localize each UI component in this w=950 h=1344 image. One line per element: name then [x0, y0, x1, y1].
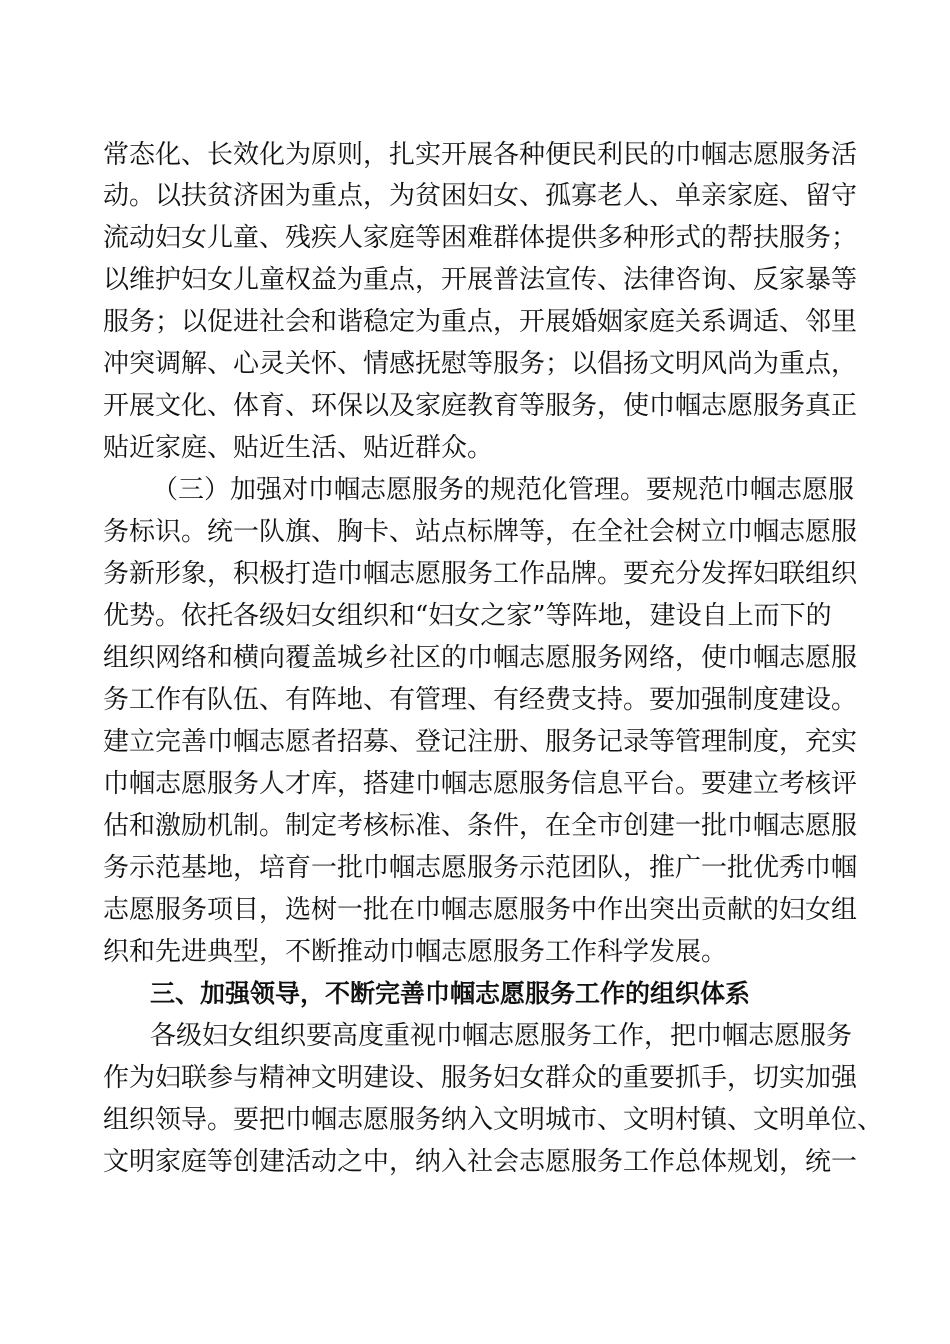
body-text-line: 组织领导。要把巾帼志愿服务纳入文明城市、文明村镇、文明单位、 — [103, 1105, 884, 1135]
body-text-line: 织和先进典型，不断推动巾帼志愿服务工作科学发展。 — [103, 937, 728, 967]
section-heading: 三、加强领导，不断完善巾帼志愿服务工作的组织体系 — [150, 979, 751, 1008]
body-text-line: 常态化、长效化为原则，扎实开展各种便民利民的巾帼志愿服务活 — [103, 140, 858, 170]
body-text-line: 组织网络和横向覆盖城乡社区的巾帼志愿服务网络，使巾帼志愿服 — [103, 643, 858, 673]
body-text-line: 作为妇联参与精神文明建设、服务妇女群众的重要抓手，切实加强 — [103, 1063, 858, 1093]
paragraph-start: 各级妇女组织要高度重视巾帼志愿服务工作，把巾帼志愿服务 — [150, 1021, 853, 1051]
body-text-line: 务示范基地，培育一批巾帼志愿服务示范团队，推广一批优秀巾帼 — [103, 853, 858, 883]
body-text-line: 冲突调解、心灵关怀、情感抚慰等服务；以倡扬文明风尚为重点， — [103, 349, 858, 379]
body-text-line: 动。以扶贫济困为重点，为贫困妇女、孤寡老人、单亲家庭、留守 — [103, 181, 858, 211]
body-text-line: 志愿服务项目，选树一批在巾帼志愿服务中作出突出贡献的妇女组 — [103, 895, 858, 925]
body-text-line: 估和激励机制。制定考核标准、条件，在全市创建一批巾帼志愿服 — [103, 811, 858, 841]
body-text-line: 服务；以促进社会和谐稳定为重点，开展婚姻家庭关系调适、邻里 — [103, 307, 858, 337]
body-text-line: 务新形象，积极打造巾帼志愿服务工作品牌。要充分发挥妇联组织 — [103, 559, 858, 589]
body-text-line: 流动妇女儿童、残疾人家庭等困难群体提供多种形式的帮扶服务； — [103, 223, 858, 253]
body-text-line: 以维护妇女儿童权益为重点，开展普法宣传、法律咨询、反家暴等 — [103, 265, 858, 295]
body-text-line: 建立完善巾帼志愿者招募、登记注册、服务记录等管理制度，充实 — [103, 727, 858, 757]
body-text-line: 开展文化、体育、环保以及家庭教育等服务，使巾帼志愿服务真正 — [103, 391, 858, 421]
body-text-line: 文明家庭等创建活动之中，纳入社会志愿服务工作总体规划，统一 — [103, 1147, 858, 1177]
body-text-line: 务标识。统一队旗、胸卡、站点标牌等，在全社会树立巾帼志愿服 — [103, 517, 858, 547]
body-text-line: 优势。依托各级妇女组织和“妇女之家”等阵地，建设自上而下的 — [103, 601, 832, 631]
body-text-line: 巾帼志愿服务人才库，搭建巾帼志愿服务信息平台。要建立考核评 — [103, 769, 858, 799]
section-paragraph-start: （三）加强对巾帼志愿服务的规范化管理。要规范巾帼志愿服 — [152, 475, 855, 505]
body-text-line: 务工作有队伍、有阵地、有管理、有经费支持。要加强制度建设。 — [103, 685, 858, 715]
body-text-line: 贴近家庭、贴近生活、贴近群众。 — [103, 433, 494, 463]
